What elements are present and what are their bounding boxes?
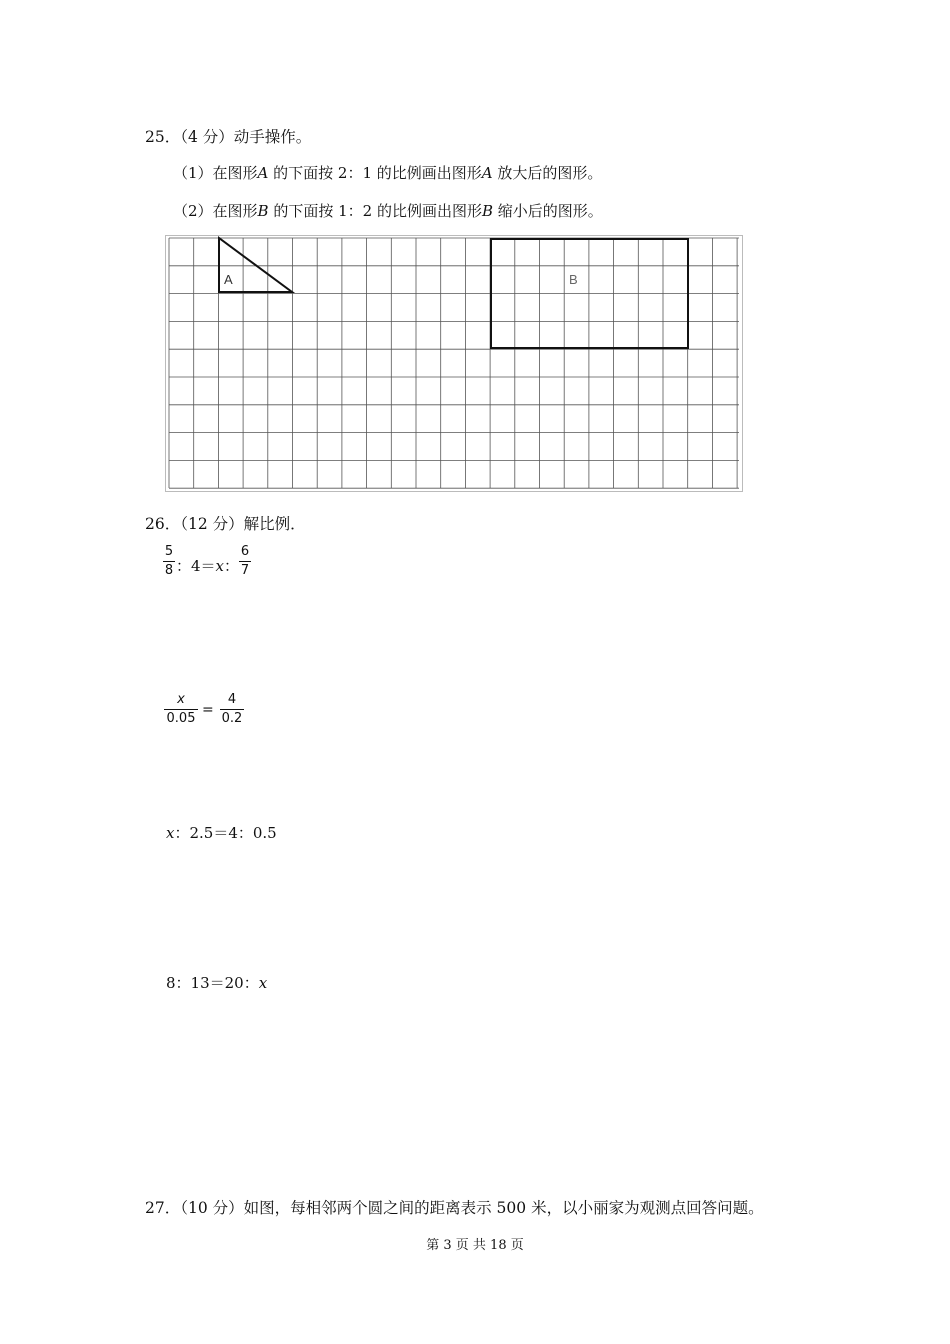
eq1-fraction-2-denominator: 7 xyxy=(240,563,250,578)
q25-part2 xyxy=(173,200,603,221)
q25-part2-text-e: 缩小后的图形。 xyxy=(493,202,603,220)
eq1-fraction-1-numerator: 5 xyxy=(164,544,174,559)
q25-part2-figure-b: B xyxy=(257,202,269,220)
q25-part2-figure-b2: B xyxy=(481,202,494,220)
q27-title: 27．（10 分）如图，每相邻两个圆之间的距离表示 500 米，以小丽家为观测点回答问题。 xyxy=(145,1199,764,1217)
eq2-equals: = xyxy=(202,702,214,718)
eq2-fraction-1-bar xyxy=(164,709,198,710)
eq1-middle xyxy=(176,555,239,576)
q26-title: 26．（12 分）解比例． xyxy=(145,515,306,533)
grid-lines xyxy=(169,238,739,488)
eq2-fraction-1-numerator: x xyxy=(177,692,185,707)
grid-figure xyxy=(165,235,743,492)
eq4-variable: x xyxy=(258,974,268,992)
eq1-fraction-1-bar xyxy=(163,561,175,562)
rectangle-b-label: B xyxy=(569,272,578,287)
eq3-variable: x xyxy=(166,824,175,842)
q25-part1-figure-a2: A xyxy=(481,164,493,182)
q25-part1 xyxy=(173,162,602,183)
eq2-fraction-1-denominator: 0.05 xyxy=(166,711,196,726)
eq1-middle-a: ：4＝ xyxy=(176,557,216,575)
eq2-fraction-2-denominator: 0.2 xyxy=(221,711,243,726)
eq2-fraction-1 xyxy=(164,692,198,727)
q25-part1-text-a: （1）在图形 xyxy=(173,164,258,182)
eq1-fraction-1 xyxy=(163,544,175,579)
q25-part2-text-a: （2）在图形 xyxy=(173,202,258,220)
q25-part1-text-c: 的下面按 2：1 的比例画出图形 xyxy=(268,164,482,182)
eq4-rest: 8：13＝20： xyxy=(166,974,259,992)
eq3 xyxy=(166,822,277,843)
q25-part1-text-e: 放大后的图形。 xyxy=(492,164,603,182)
eq2-fraction-2-numerator: 4 xyxy=(227,692,237,707)
triangle-a-label: A xyxy=(224,272,233,287)
q25-title: 25．（4 分）动手操作。 xyxy=(145,128,312,146)
q25-part2-text-c: 的下面按 1：2 的比例画出图形 xyxy=(268,202,482,220)
eq1-middle-b: ： xyxy=(224,557,240,575)
q25-part1-figure-a: A xyxy=(257,164,269,182)
eq1-fraction-2-bar xyxy=(239,561,251,562)
eq2-fraction-2 xyxy=(220,692,244,727)
eq1-fraction-2-numerator: 6 xyxy=(240,544,250,559)
eq1-fraction-2 xyxy=(239,544,251,579)
page-footer: 第 3 页 共 18 页 xyxy=(426,1238,524,1253)
eq1-fraction-1-denominator: 8 xyxy=(164,563,174,578)
eq1-variable: x xyxy=(215,557,225,575)
eq3-rest: ：2.5＝4：0.5 xyxy=(174,824,277,842)
eq4 xyxy=(166,972,267,993)
eq2-fraction-2-bar xyxy=(220,709,244,710)
